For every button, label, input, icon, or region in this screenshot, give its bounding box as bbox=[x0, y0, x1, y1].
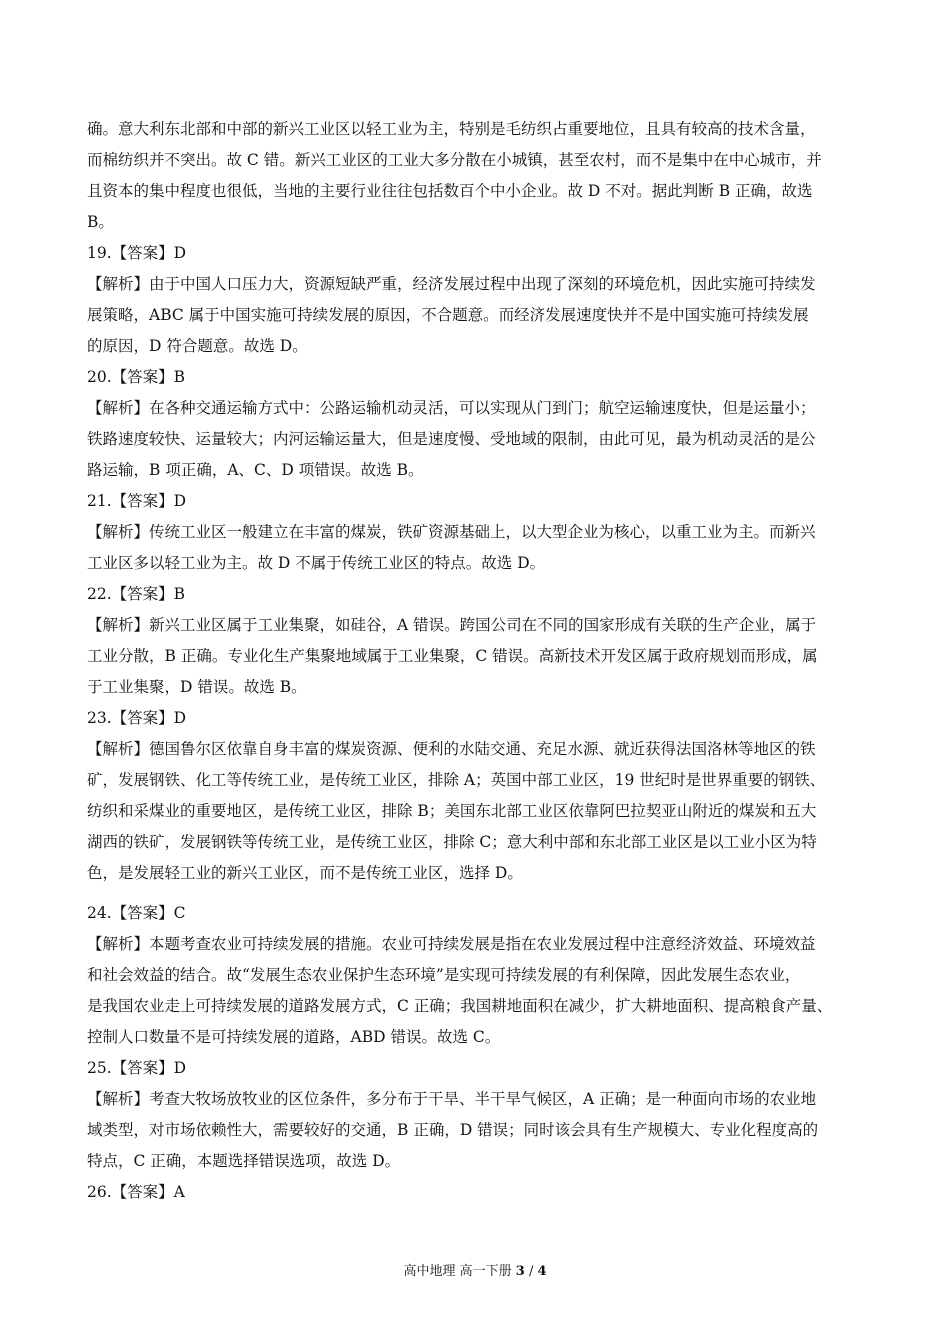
text-line: 且资本的集中程度也很低，当地的主要行业往往包括数百个中小企业。故 D 不对。据此判断 B 正确，故选 bbox=[87, 182, 813, 200]
text-line: 色，是发展轻工业的新兴工业区，而不是传统工业区，选择 D。 bbox=[87, 864, 523, 882]
text-line: 工业分散，B 正确。专业化生产集聚地域属于工业集聚，C 错误。高新技术开发区属于政府规划而形成，属 bbox=[87, 647, 818, 665]
text-line: 【解析】在各种交通运输方式中：公路运输机动灵活，可以实现从门到门；航空运输速度快，但是运量小； bbox=[87, 399, 816, 417]
text-line: 【解析】德国鲁尔区依靠自身丰富的煤炭资源、便利的水陆交通、充足水源、就近获得法国洛林等地区的铁 bbox=[87, 740, 816, 758]
text-line: 和社会效益的结合。故“发展生态农业保护生态环境”是实现可持续发展的有利保障，因此发展生态农业， bbox=[87, 966, 801, 984]
text-line: 纺织和采煤业的重要地区，是传统工业区，排除 B；美国东北部工业区依靠阿巴拉契亚山附近的煤炭和五大 bbox=[87, 802, 817, 820]
answer-heading-24: 24.【答案】C bbox=[87, 904, 186, 922]
text-line: 【解析】考查大牧场放牧业的区位条件，多分布于干旱、半干旱气候区，A 正确；是一种面向市场的农业地 bbox=[87, 1090, 817, 1108]
text-line: B。 bbox=[87, 213, 114, 231]
text-line: 【解析】由于中国人口压力大，资源短缺严重，经济发展过程中出现了深刻的环境危机，因此实施可持续发 bbox=[87, 275, 816, 293]
text-line: 湖西的铁矿，发展钢铁等传统工业，是传统工业区，排除 C；意大利中部和东北部工业区是以工业小区为特 bbox=[87, 833, 817, 851]
answer-heading-22: 22.【答案】B bbox=[87, 585, 186, 603]
answer-heading-23: 23.【答案】D bbox=[87, 709, 187, 727]
page-total: 4 bbox=[537, 1264, 547, 1279]
text-line: 于工业集聚，D 错误。故选 B。 bbox=[87, 678, 307, 696]
page-current: 3 bbox=[515, 1264, 525, 1279]
document-body bbox=[87, 114, 865, 1208]
answer-heading-19: 19.【答案】D bbox=[87, 244, 187, 262]
text-line: 路运输，B 项正确，A、C、D 项错误。故选 B。 bbox=[87, 461, 424, 479]
text-line: 而棉纺织并不突出。故 C 错。新兴工业区的工业大多分散在小城镇，甚至农村，而不是集中在中心城市，并 bbox=[87, 151, 822, 169]
answer-heading-26: 26.【答案】A bbox=[87, 1183, 185, 1201]
text-line: 【解析】传统工业区一般建立在丰富的煤炭，铁矿资源基础上，以大型企业为核心，以重工业为主。而新兴 bbox=[87, 523, 816, 541]
page-separator: / bbox=[524, 1264, 538, 1279]
page-footer bbox=[0, 1263, 950, 1281]
text-line: 矿，发展钢铁、化工等传统工业，是传统工业区，排除 A；英国中部工业区，19 世纪时是世界重要的钢铁、 bbox=[87, 771, 826, 789]
answer-heading-21: 21.【答案】D bbox=[87, 492, 187, 510]
text-line: 【解析】本题考查农业可持续发展的措施。农业可持续发展是指在农业发展过程中注意经济效益、环境效益 bbox=[87, 935, 816, 953]
text-line: 展策略，ABC 属于中国实施可持续发展的原因，不合题意。而经济发展速度快并不是中国实施可持续发展 bbox=[87, 306, 809, 324]
text-line: 铁路速度较快、运量较大；内河运输运量大，但是速度慢、受地域的限制，由此可见，最为机动灵活的是公 bbox=[87, 430, 816, 448]
text-line: 确。意大利东北部和中部的新兴工业区以轻工业为主，特别是毛纺织占重要地位，且具有较高的技术含量， bbox=[87, 120, 816, 138]
page-number bbox=[516, 1264, 547, 1279]
text-line: 工业区多以轻工业为主。故 D 不属于传统工业区的特点。故选 D。 bbox=[87, 554, 546, 572]
text-line: 控制人口数量不是可持续发展的道路，ABD 错误。故选 C。 bbox=[87, 1028, 501, 1046]
footer-title: 高中地理 高一下册 bbox=[403, 1264, 512, 1279]
text-line: 是我国农业走上可持续发展的道路发展方式，C 正确；我国耕地面积在减少，扩大耕地面积、提高粮食产量、 bbox=[87, 997, 833, 1015]
text-line: 特点，C 正确，本题选择错误选项，故选 D。 bbox=[87, 1152, 401, 1170]
text-line: 域类型，对市场依赖性大，需要较好的交通，B 正确，D 错误；同时该会具有生产规模大、专业化程度高的 bbox=[87, 1121, 819, 1139]
text-line: 【解析】新兴工业区属于工业集聚，如硅谷，A 错误。跨国公司在不同的国家形成有关联的生产企业，属于 bbox=[87, 616, 817, 634]
answer-heading-20: 20.【答案】B bbox=[87, 368, 186, 386]
answer-heading-25: 25.【答案】D bbox=[87, 1059, 187, 1077]
text-line: 的原因，D 符合题意。故选 D。 bbox=[87, 337, 308, 355]
